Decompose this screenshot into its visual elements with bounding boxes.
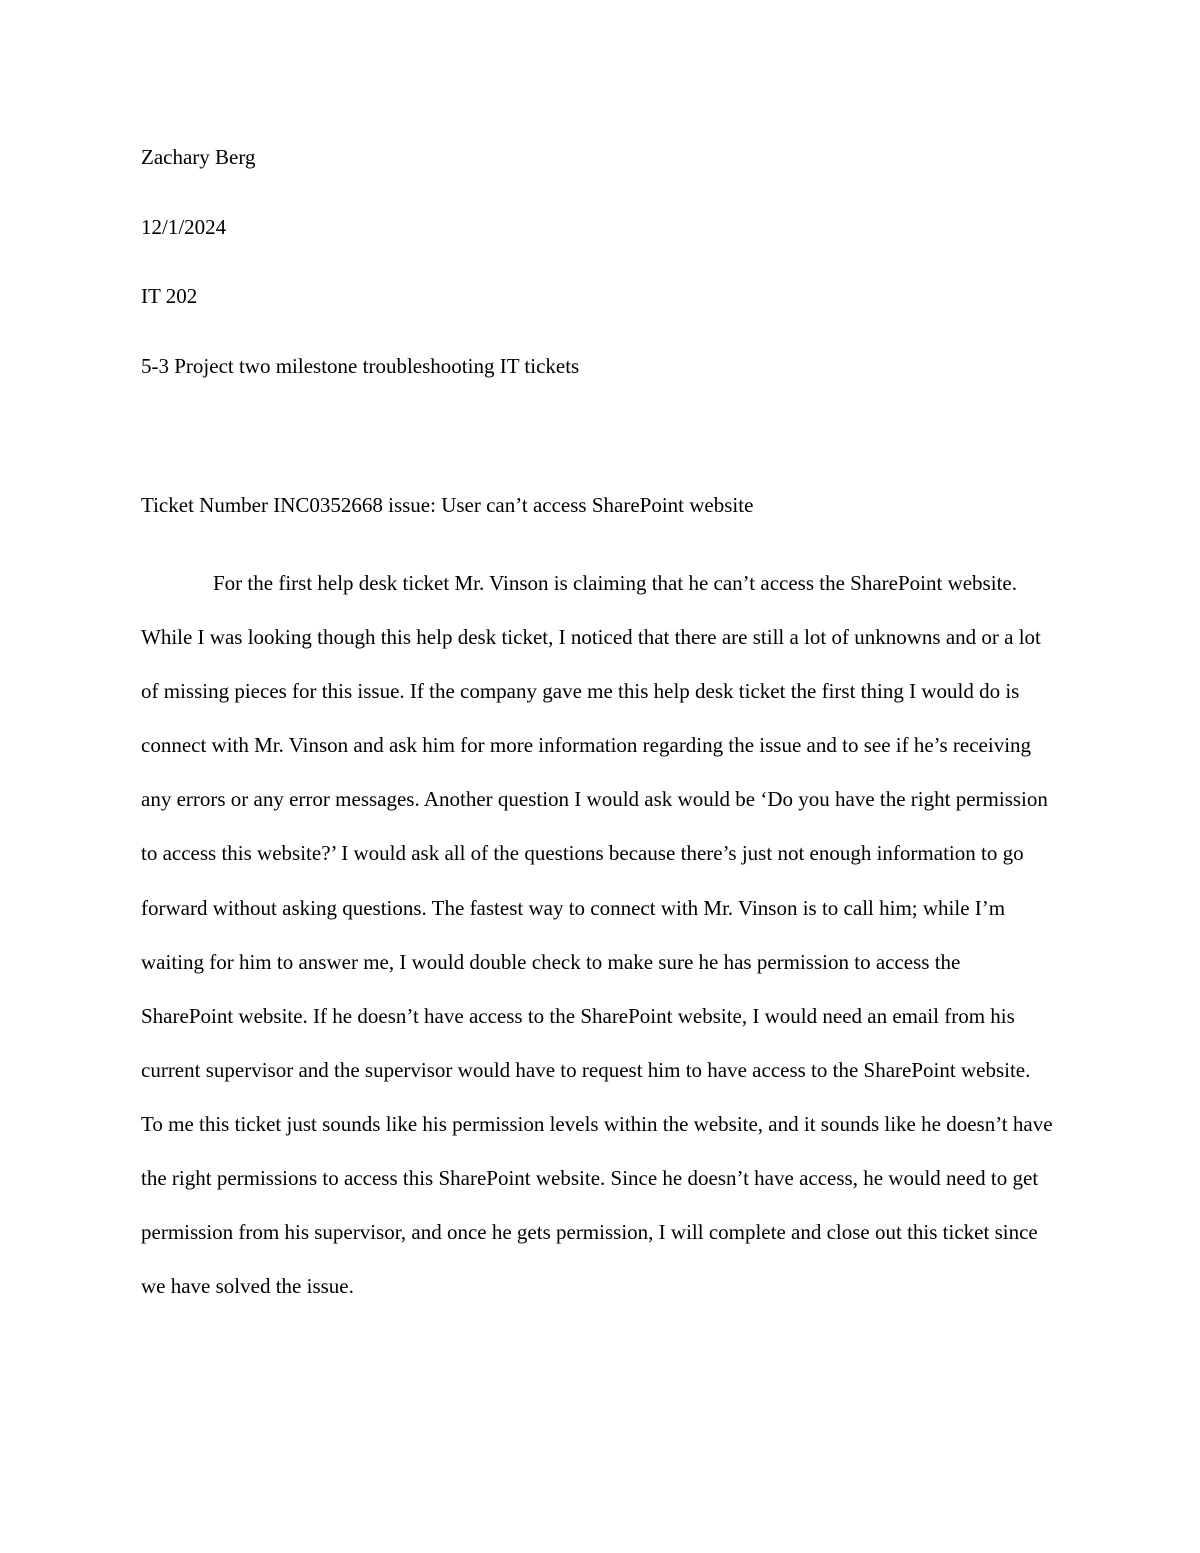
blank-line	[141, 418, 1059, 488]
document-content	[141, 140, 1059, 1313]
author-name: Zachary Berg	[141, 145, 256, 169]
assignment-title: 5-3 Project two milestone troubleshooting IT tickets	[141, 353, 580, 378]
course-code: IT 202	[141, 284, 198, 308]
ticket-heading: Ticket Number INC0352668 issue: User can’t access SharePoint website	[141, 493, 754, 517]
ticket-paragraph: For the first help desk ticket Mr. Vinson is claiming that he can’t access the SharePoint website. While I was looking though this help desk ticket, I noticed that there are still a lot of unknowns and or a lot of missing pieces for this issue. If the company gave me this help desk ticket the first thing I would do is connect with Mr. Vinson and ask him for more information regarding the issue and to see if he’s receiving any errors or any error messages. Another question I would ask would be ‘Do you have the right permission to access this website?’ I would ask all of the questions because there’s just not enough information to go forward without asking questions. The fastest way to connect with Mr. Vinson is to call him; while I’m waiting for him to answer me, I would double check to make sure he has permission to access the SharePoint website. If he doesn’t have access to the SharePoint website, I would need an email from his current supervisor and the supervisor would have to request him to have access to the SharePoint website. To me this ticket just sounds like his permission levels within the website, and it sounds like he doesn’t have the right permissions to access this SharePoint website. Since he doesn’t have access, he would need to get permission from his supervisor, and once he gets permission, I will complete and close out this ticket since we have solved the issue.	[141, 571, 1053, 1299]
document-date: 12/1/2024	[141, 214, 227, 239]
